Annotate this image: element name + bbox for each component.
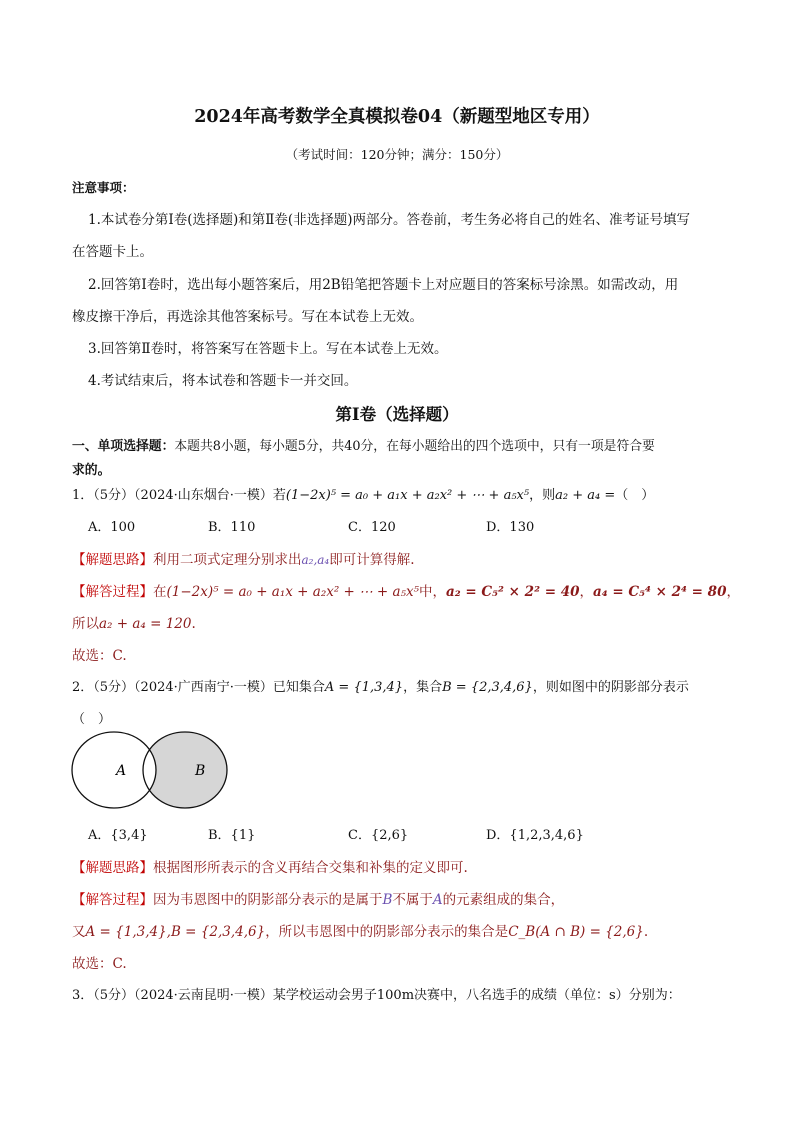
q1-process (72, 580, 740, 600)
q1-idea-text-1: 利用二项式定理分别求出 (153, 552, 302, 568)
q2-proc-b: B (382, 892, 393, 908)
q1-stem-prefix: 1．（5分）（2024·山东烟台·一模）若 (72, 488, 286, 503)
venn-label-b: B (195, 763, 206, 779)
q1-line2-text: 所以 (72, 616, 99, 632)
q2-stem-prefix: 2．（5分）（2024·广西南宁·一模）已知集合 (72, 680, 325, 695)
q1-option-c: C．120 (348, 520, 396, 535)
q1-option-d: D．130 (486, 520, 535, 535)
q2-option-a: A．{3,4} (88, 828, 148, 843)
section-intro-line-2: 求的。 (72, 463, 111, 478)
q2-line2-text-2: ，所以韦恩图中的阴影部分表示的集合是 (265, 924, 509, 940)
q2-answer: 故选：C. (72, 956, 127, 972)
q2-idea (72, 856, 468, 876)
q1-answer: 故选：C. (72, 648, 127, 664)
q2-proc-text-1: 因为韦恩图中的阴影部分表示的是属于 (153, 892, 383, 908)
section-intro-rest: 本题共8小题，每小题5分，共40分，在每小题给出的四个选项中，只有一项是符合要 (174, 439, 655, 454)
notice-item-1-line-2: 在答题卡上。 (72, 244, 153, 260)
notice-item-2-line-2: 橡皮擦干净后，再选涂其他答案标号。写在本试卷上无效。 (72, 309, 423, 325)
q3-stem: 3．（5分）（2024·云南昆明·一模）某学校运动会男子100m决赛中，八名选手的成绩（单位：s）分别为： (72, 988, 681, 1003)
q1-stem-mid: ，则 (529, 488, 556, 503)
q1-idea (72, 548, 415, 568)
q2-line2-end: . (643, 924, 649, 940)
q1-option-a: A．100 (88, 520, 136, 535)
q2-process-line-2 (72, 920, 648, 940)
q2-stem (72, 676, 689, 695)
q1-stem-equation: (1−2x)⁵ = a₀ + a₁x + a₂x² + ⋯ + a₅x⁵ (285, 488, 530, 503)
q1-proc-a2: a₂ = C₅² × 2² = 40 (446, 584, 580, 600)
q1-proc-text-2: 中， (419, 584, 447, 600)
q2-stem-set-a: A = {1,3,4} (324, 680, 404, 695)
section-intro-prefix: 一、单项选择题： (72, 439, 175, 454)
q2-proc-a: A (432, 892, 443, 908)
q1-line2-end: . (191, 616, 196, 632)
q1-proc-tag: 【解答过程】 (72, 584, 153, 600)
section-title: 第Ⅰ卷（选择题） (335, 405, 459, 424)
section-intro-line-1 (72, 435, 655, 454)
paper-title: 2024年高考数学全真模拟卷04（新题型地区专用） (194, 107, 600, 127)
q1-idea-text-2: 即可计算得解. (329, 552, 415, 568)
q2-process (72, 888, 564, 908)
q1-proc-text-4: ， (726, 584, 740, 600)
q2-proc-text-3: 的元素组成的集合， (442, 892, 565, 908)
q2-idea-text: 根据图形所表示的含义再结合交集和补集的定义即可. (153, 860, 468, 876)
q1-stem (72, 484, 654, 503)
q2-option-c: C．{2,6} (348, 828, 409, 843)
q2-stem-line-2: （ ） (72, 712, 112, 727)
notice-item-2-line-1: 2.回答第Ⅰ卷时，选出每小题答案后，用2B铅笔把答题卡上对应题目的答案标号涂黑。如需改动，用 (88, 277, 679, 293)
q2-option-b: B．{1} (208, 828, 256, 843)
q1-proc-text-1: 在 (153, 584, 167, 600)
q2-stem-end: ，则如图中的阴影部分表示 (532, 680, 689, 695)
q2-line2-text-1: 又 (72, 924, 86, 940)
q2-idea-tag: 【解题思路】 (72, 860, 153, 876)
q2-stem-mid: ，集合 (403, 680, 443, 695)
q2-proc-text-2: 不属于 (392, 892, 433, 908)
venn-diagram (66, 728, 246, 814)
q2-proc-tag: 【解答过程】 (72, 892, 153, 908)
q1-stem-end: （ ） (615, 488, 655, 503)
notice-heading: 注意事项： (72, 180, 135, 195)
q1-process-line-2 (72, 612, 196, 632)
q1-stem-target: a₂ + a₄ = (555, 488, 616, 503)
q2-stem-set-b: B = {2,3,4,6} (442, 680, 533, 695)
q1-proc-text-3: ， (579, 584, 593, 600)
q1-idea-math: a₂,a₄ (301, 553, 330, 567)
paper-subtitle: （考试时间：120分钟；满分：150分） (285, 147, 509, 162)
q1-option-b: B．110 (208, 520, 256, 535)
q1-proc-equation: (1−2x)⁵ = a₀ + a₁x + a₂x² + ⋯ + a₅x⁵ (166, 584, 420, 600)
q2-option-d: D．{1,2,3,4,6} (486, 828, 584, 843)
q2-line2-math-1: A = {1,3,4},B = {2,3,4,6} (85, 924, 266, 940)
q1-proc-a4: a₄ = C₅⁴ × 2⁴ = 80 (593, 584, 727, 600)
notice-item-3: 3.回答第Ⅱ卷时，将答案写在答题卡上。写在本试卷上无效。 (88, 341, 448, 357)
notice-item-1-line-1: 1.本试卷分第Ⅰ卷(选择题)和第Ⅱ卷(非选择题)两部分。答卷前，考生务必将自己的姓名、准考证号填写 (88, 212, 690, 228)
q1-idea-tag: 【解题思路】 (72, 552, 153, 568)
q2-line2-math-2: C_B(A ∩ B) = {2,6} (508, 924, 644, 940)
venn-label-a: A (116, 763, 127, 779)
q1-line2-math: a₂ + a₄ = 120 (99, 616, 192, 632)
notice-item-4: 4.考试结束后，将本试卷和答题卡一并交回。 (88, 373, 358, 389)
